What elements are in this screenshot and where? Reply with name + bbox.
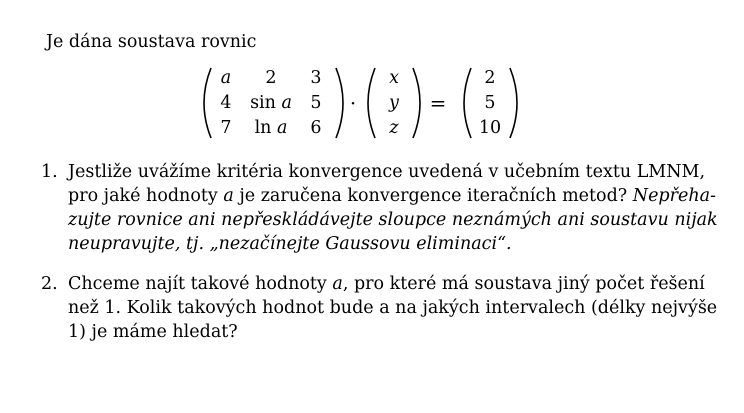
text-segment: , pro které má soustava jiný počet řešení: [342, 274, 705, 294]
rhs-3: 10: [478, 118, 502, 138]
text-line: [68, 232, 708, 256]
item-2-number: 2.: [41, 274, 58, 294]
text-segment: 1) je máme hledat?: [68, 322, 238, 342]
rhs-1: 2: [484, 68, 496, 88]
vector-right-paren: [413, 68, 420, 138]
italic-text-segment: neupravujte, tj. „nezačínejte Gaussovu eliminaci“.: [68, 234, 512, 254]
italic-text-segment: a: [332, 274, 343, 294]
matrix-cell-2-3: 5: [310, 93, 322, 113]
matrix-cell-1-1: a: [220, 68, 232, 88]
rhs-right-paren: [510, 68, 517, 138]
vector-left-paren: [368, 68, 375, 138]
item-2-text: [68, 272, 718, 344]
vector-x: x: [389, 68, 399, 88]
matrix-cell-3-2: [255, 117, 288, 139]
text-line: [68, 296, 718, 320]
intro-text: Je dána soustava rovnic: [46, 32, 257, 52]
vector-z: z: [389, 118, 399, 138]
matrix-cell-1-3: 3: [310, 68, 322, 88]
text-line: [68, 208, 718, 232]
rhs-left-paren: [464, 68, 471, 138]
matrix-right-paren: [336, 68, 343, 138]
equals-sign: =: [429, 91, 447, 115]
text-line: [68, 160, 708, 184]
matrix-cell-2-2: [250, 92, 292, 114]
italic-text-segment: zujte rovnice ani nepřeskládávejte sloupce neznámých ani soustavu nijak: [68, 210, 718, 230]
text-segment: než 1. Kolik takových hodnot bude a na jakých intervalech (délky nejvýše: [68, 298, 718, 318]
matrix-cell-3-1: 7: [220, 118, 232, 138]
matrix-cell-1-2: 2: [265, 68, 277, 88]
text-line: [68, 320, 708, 344]
matrix-cell-2-1: 4: [220, 93, 232, 113]
text-line: [68, 272, 708, 296]
ln-a-text: ln a: [254, 118, 288, 138]
rhs-2: 5: [484, 93, 496, 113]
text-segment: je zaručena konvergence iteračních metod?: [233, 186, 633, 206]
matrix-cell-3-3: 6: [310, 118, 322, 138]
text-segment: Chceme najít takové hodnoty: [68, 274, 333, 294]
vector-y: y: [389, 93, 399, 113]
italic-text-segment: a: [223, 186, 234, 206]
text-segment: Jestliže uvážíme kritéria konvergence uvedená v učebním textu LMNM,: [68, 162, 706, 182]
italic-text-segment: Nepřeha-: [632, 186, 716, 206]
matrix-left-paren: [204, 68, 211, 138]
text-line: [68, 184, 716, 208]
text-segment: pro jaké hodnoty: [68, 186, 224, 206]
item-1-text: [68, 160, 718, 256]
sin-a-text: sin a: [250, 93, 292, 113]
item-1-number: 1.: [41, 162, 58, 182]
dot-operator: ·: [349, 91, 357, 115]
